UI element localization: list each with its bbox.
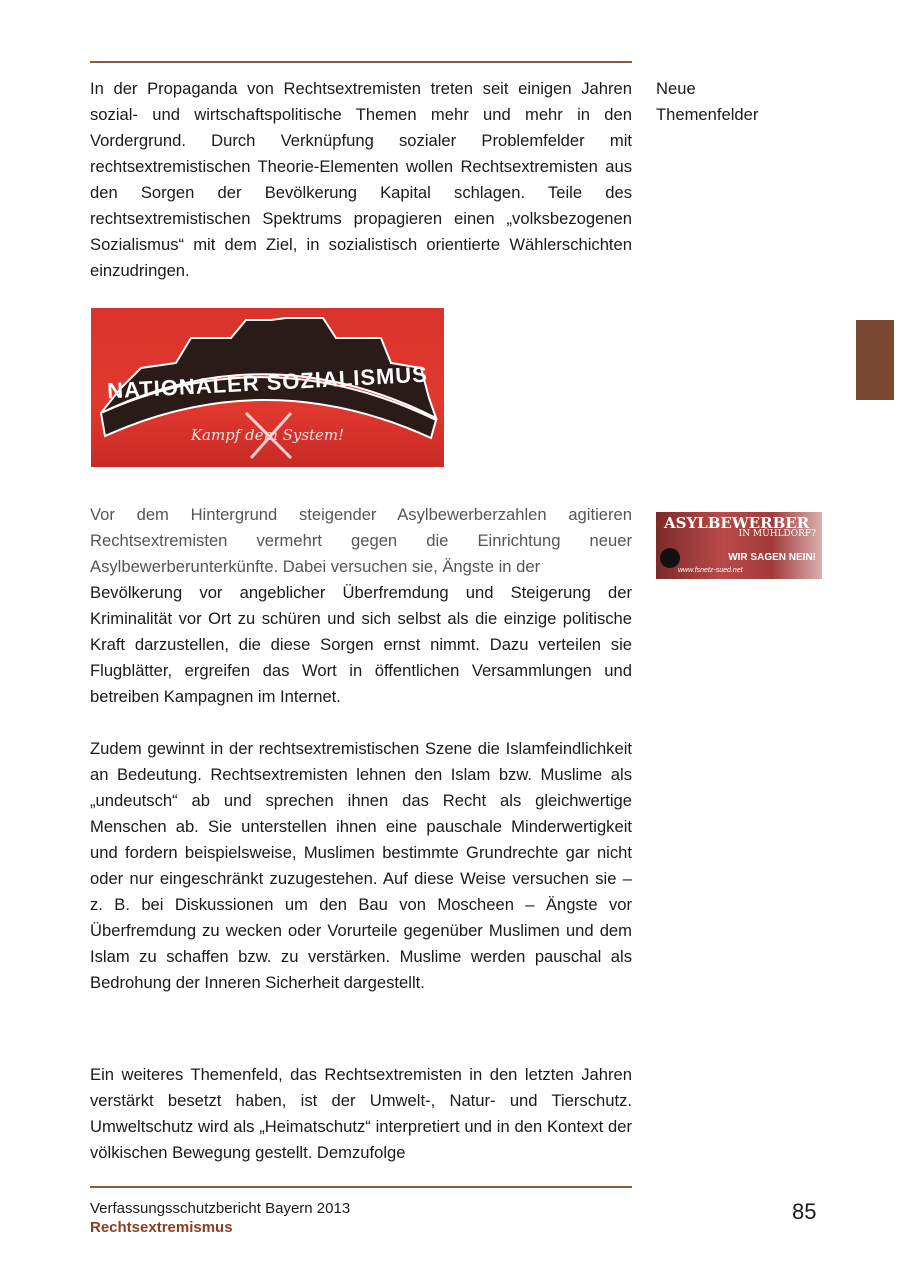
- paragraph-umwelt: [90, 1062, 632, 1166]
- paragraph-text: Ein weiteres Themenfeld, das Rechtsextremisten in den letzten Jahren verstärkt besetzt haben, ist der Umwelt-, Natur- und Tierschutz. Umweltschutz wird als „Heimatschutz“ interpretiert und in den Kontext der völkischen Bewegung gestellt. Demzufolge: [90, 1065, 632, 1162]
- paragraph-text: Zudem gewinnt in der rechtsextremistischen Szene die Islamfeindlichkeit an Bedeutung. Rechtsextremisten lehnen den Islam bzw. Muslime als „undeutsch“ ab und sprechen ihnen das Recht als gleichwertige Menschen ab. Sie unterstellen ihnen eine pauschale Minderwertigkeit und fordern beispielsweise, Muslimen bestimmte Grundrechte gar nicht oder nur eingeschränkt zuzugestehen. Auf diese Weise versuchen sie – z. B. bei Diskussionen um den Bau von Moscheen – Ängste vor Überfremdung zu wecken oder Vorurteile gegenüber Muslimen und dem Islam zu schaffen bzw. zu verstärken. Muslime werden pauschal als Bedrohung der Inneren Sicherheit dargestellt.: [90, 739, 632, 992]
- paragraph-islam: [90, 736, 632, 996]
- flyer-subtitle: IN MÜHLDORF?: [738, 529, 816, 539]
- footer-title: Verfassungsschutzbericht Bayern 2013: [90, 1200, 351, 1217]
- photo-nationaler-sozialismus: [91, 308, 444, 467]
- margin-label-line: Neue: [656, 79, 696, 98]
- photo-asylbewerber-flyer: [656, 512, 822, 579]
- antifa-logo-icon: [660, 548, 680, 568]
- footer-section: Rechtsextremismus: [90, 1219, 233, 1236]
- margin-label-line: Themenfelder: [656, 105, 759, 124]
- bottom-rule: [90, 1186, 632, 1188]
- banner-text: NATIONALER SOZIALISMUS: [106, 361, 429, 404]
- margin-label: [656, 76, 758, 128]
- paragraph-text: Bevölkerung vor angeblicher Überfremdung und Steigerung der Kriminalität vor Ort zu schüren und sich selbst als die einzige politische Kraft darzustellen, die diese Sorgen ernst nimmt. Dazu verteilen sie Flugblätter, ergreifen das Wort in öffentlichen Versammlungen und betreiben Kampagnen im Internet.: [90, 583, 632, 706]
- paragraph-text: In der Propaganda von Rechtsextremisten treten seit einigen Jahren sozial- und wirtschaftspolitische Themen mehr und mehr in den Vordergrund. Durch Verknüpfung sozialer Problemfelder mit rechtsextremistischen Theorie-Elementen wollen Rechtsextremisten aus den Sorgen der Bevölkerung Kapital schlagen. Teile des rechtsextremistischen Spektrums propagieren einen „volksbezogenen Sozialismus“ mit dem Ziel, in sozialistisch orientierte Wählerschichten einzudringen.: [90, 79, 632, 280]
- flyer-slogan: WIR SAGEN NEIN!: [728, 552, 816, 563]
- paragraph-text: Vor dem Hintergrund steigender Asylbewerberzahlen agitieren Rechtsextremisten vermehrt gegen die Einrichtung neuer Asylbewerberunterkünfte. Dabei versuchen sie, Ängste in der: [90, 505, 632, 576]
- flyer-url: www.fsnetz-sued.net: [678, 567, 743, 574]
- paragraph-asyl: [90, 502, 632, 710]
- paragraph-intro: [90, 76, 632, 284]
- top-rule: [90, 61, 632, 63]
- page-number: 85: [792, 1199, 817, 1224]
- chapter-tab: [856, 320, 894, 400]
- slogan-text: Kampf dem System!: [190, 426, 345, 444]
- flyer-title: ASYLBEWERBER: [664, 514, 810, 532]
